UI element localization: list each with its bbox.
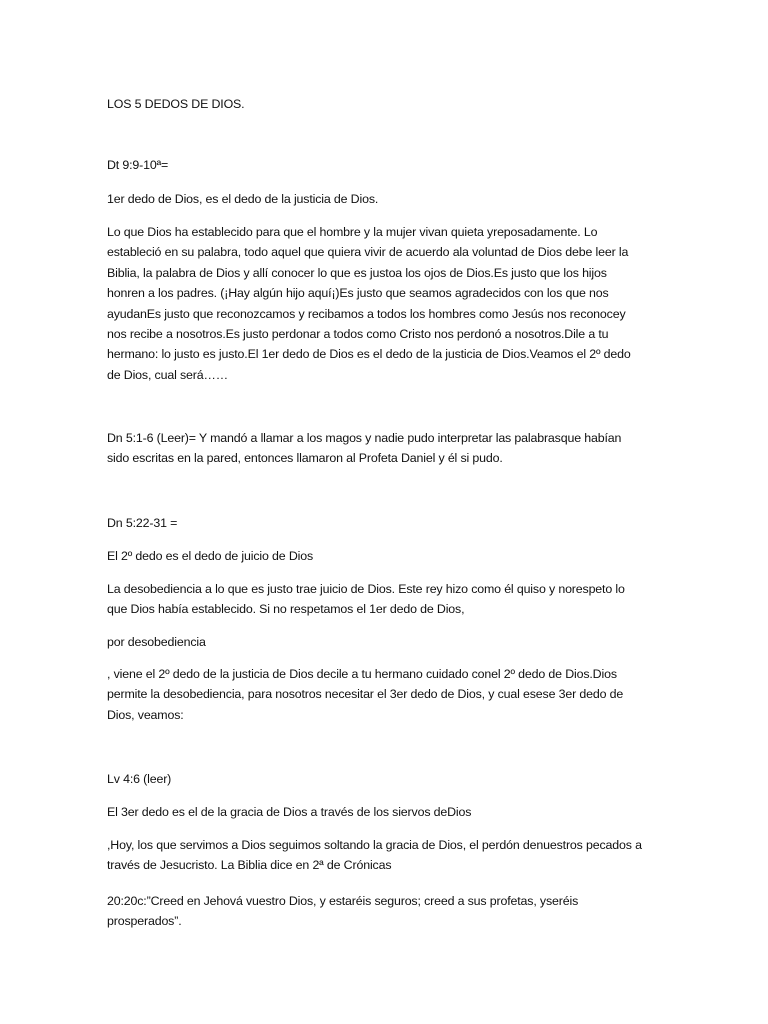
text-line: ayudanEs justo que reconozcamos y recibamos a todos los hombres como Jesús nos reconocey	[107, 306, 626, 321]
paragraph-fragment: por desobediencia	[107, 635, 206, 649]
text-line: hermano: lo justo es justo.El 1er dedo de Dios es el dedo de la justicia de Dios.Veamos el 2º dedo	[107, 347, 631, 362]
text-line: sido escritas en la pared, entonces llamaron al Profeta Daniel y él si pudo.	[107, 451, 503, 466]
text-line: través de Jesucristo. La Biblia dice en 2ª de Crónicas	[107, 858, 392, 873]
finger-heading-1: 1er dedo de Dios, es el dedo de la justicia de Dios.	[107, 192, 379, 206]
text-line: , viene el 2º dedo de la justicia de Dios decile a tu hermano cuidado conel 2º dedo de Dios.Dios	[107, 667, 617, 681]
paragraph-daniel	[107, 428, 667, 469]
paragraph-grace	[107, 835, 667, 876]
document-title: LOS 5 DEDOS DE DIOS.	[107, 97, 245, 111]
finger-heading-2: El 2º dedo es el dedo de juicio de Dios	[107, 549, 314, 563]
text-line: Lo que Dios ha establecido para que el hombre y la mujer vivan quieta yreposadamente. Lo	[107, 225, 598, 239]
text-line: estableció en su palabra, todo aquel que quiera vivir de acuerdo ala voluntad de Dios debe leer la	[107, 245, 629, 260]
paragraph-disobedience	[107, 579, 667, 620]
text-line: Dios, veamos:	[107, 707, 184, 722]
text-line: Biblia, la palabra de Dios y allí conocer lo que es justoa los ojos de Dios.Es justo que los hijos	[107, 265, 607, 280]
paragraph-justice	[107, 222, 667, 385]
text-line: honren a los padres. (¡Hay algún hijo aquí¡)Es justo que seamos agradecidos con los que nos	[107, 286, 609, 301]
scripture-reference: Lv 4:6 (leer)	[107, 772, 172, 786]
paragraph-second-finger	[107, 664, 667, 725]
text-line: de Dios, cual será……	[107, 367, 228, 382]
text-line: Dn 5:1-6 (Leer)= Y mandó a llamar a los magos y nadie pudo interpretar las palabrasque habían	[107, 431, 622, 445]
text-line: que Dios había establecido. Si no respetamos el 1er dedo de Dios,	[107, 602, 465, 617]
finger-heading-3: El 3er dedo es el de la gracia de Dios a través de los siervos deDios	[107, 805, 472, 819]
text-line: permite la desobediencia, para nosotros necesitar el 3er dedo de Dios, y cual esese 3er dedo de	[107, 687, 624, 702]
scripture-reference: Dt 9:9-10ª=	[107, 158, 169, 172]
text-line: 20:20c:”Creed en Jehová vuestro Dios, y estaréis seguros; creed a sus profetas, yseréis	[107, 894, 579, 908]
text-line: prosperados”.	[107, 914, 182, 929]
text-line: ,Hoy, los que servimos a Dios seguimos soltando la gracia de Dios, el perdón denuestros pecados a	[107, 838, 642, 852]
text-line: La desobediencia a lo que es justo trae juicio de Dios. Este rey hizo como él quiso y norespeto lo	[107, 582, 625, 596]
paragraph-chronicles-quote	[107, 891, 667, 932]
text-line: nos recibe a nosotros.Es justo perdonar a todos como Cristo nos perdonó a nosotros.Dile a tu	[107, 327, 609, 342]
scripture-reference: Dn 5:22-31 =	[107, 516, 178, 530]
